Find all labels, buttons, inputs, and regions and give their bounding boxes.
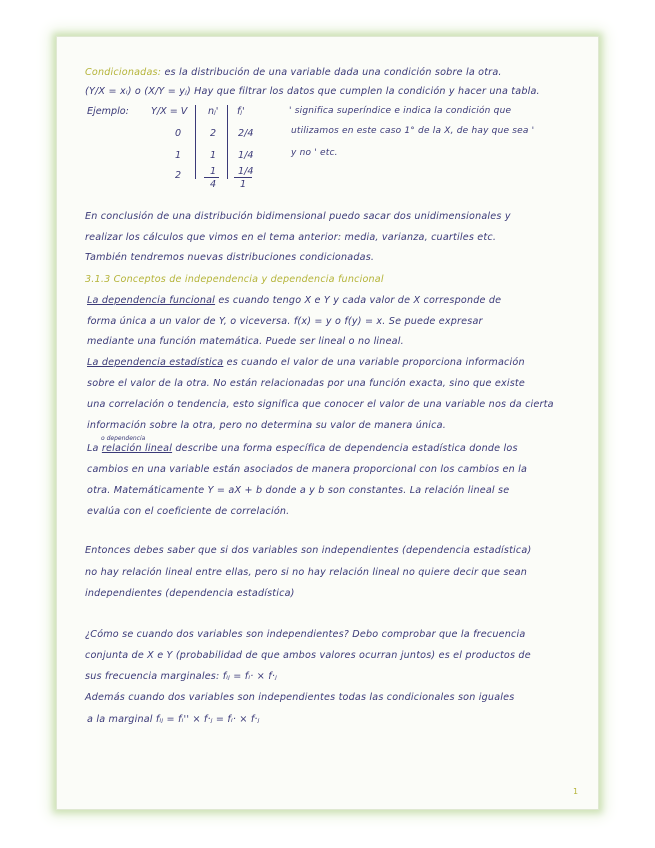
page-number: 1 [573, 787, 579, 796]
functional-line-3: mediante una función matemática. Puede ser lineal o no lineal. [87, 336, 404, 347]
question-line-5: a la marginal fᵢⱼ = fᵢ'' × f·ⱼ = fᵢ· × f·ⱼ [87, 714, 260, 725]
linear-line-1 [87, 443, 518, 454]
heading-condicionadas: Condicionadas: [85, 67, 162, 78]
table-divider-2 [227, 105, 228, 179]
table-total-f: 1 [240, 179, 247, 190]
statistical-line-2: sobre el valor de la otra. No están relacionadas por una función exacta, sino que existe [87, 378, 525, 389]
table-total-n: 4 [210, 179, 217, 190]
table-row-1-n: 1 [210, 150, 217, 161]
table-row-0-f: 2/4 [238, 128, 254, 139]
table-sum-line-f [234, 177, 252, 178]
table-row-1-f: 1/4 [238, 150, 254, 161]
note-line-3: y no ' etc. [291, 148, 338, 158]
table-divider-1 [195, 105, 196, 179]
linear-text-1: describe una forma específica de dependencia estadística donde los [175, 443, 518, 454]
table-row-2-y: 2 [175, 170, 182, 181]
functional-line-1 [87, 295, 501, 306]
table-row-0-y: 0 [175, 128, 182, 139]
intro-line-1 [85, 67, 502, 78]
notebook-page [56, 36, 599, 810]
note-line-2: utilizamos en este caso 1° de la X, de hay que sea ' [291, 126, 535, 136]
independence-line-1: Entonces debes saber que si dos variables son independientes (dependencia estadística) [85, 545, 532, 556]
linear-line-2: cambios en una variable están asociados de manera proporcional con los cambios en la [87, 464, 528, 475]
functional-line-2: forma única a un valor de Y, o viceversa. f(x) = y o f(y) = x. Se puede expresar [87, 316, 483, 327]
note-line-1: ' significa superíndice e indica la condición que [289, 106, 512, 116]
term-dependencia-estadistica: La dependencia estadística [87, 357, 224, 368]
table-header-f: fⱼ' [237, 106, 245, 117]
statistical-line-4: información sobre la otra, pero no determina su valor de manera única. [87, 420, 446, 431]
question-line-4: Además cuando dos variables son independientes todas las condicionales son iguales [85, 692, 515, 703]
conclusion-line-1: En conclusión de una distribución bidimensional puedo sacar dos unidimensionales y [85, 211, 511, 222]
statistical-text-1: es cuando el valor de una variable proporciona información [226, 357, 525, 368]
table-header-n: nⱼ' [208, 106, 219, 117]
table-row-2-f: 1/4 [238, 166, 254, 177]
intro-line-2: (Y/X = xᵢ) o (X/Y = yⱼ) Hay que filtrar los datos que cumplen la condición y hacer una tabla. [85, 86, 540, 97]
functional-text-1: es cuando tengo X e Y y cada valor de X corresponde de [218, 295, 502, 306]
conclusion-line-3: También tendremos nuevas distribuciones condicionadas. [85, 252, 375, 263]
question-line-1: ¿Cómo se cuando dos variables son independientes? Debo comprobar que la frecuencia [85, 629, 526, 640]
linear-annotation: o dependencia [101, 435, 146, 442]
table-sum-line-n [204, 177, 219, 178]
statistical-line-1 [87, 357, 525, 368]
question-line-2: conjunta de X e Y (probabilidad de que ambos valores ocurran juntos) es el productos de [85, 650, 531, 661]
term-relacion-lineal: relación lineal [101, 443, 173, 454]
statistical-line-3: una correlación o tendencia, esto significa que conocer el valor de una variable nos da cierta [87, 399, 554, 410]
linear-line-4: evalúa con el coeficiente de correlación. [87, 506, 290, 517]
linear-line-3: otra. Matemáticamente Y = aX + b donde a y b son constantes. La relación lineal se [87, 485, 510, 496]
table-row-2-n: 1 [210, 166, 217, 177]
conclusion-line-2: realizar los cálculos que vimos en el tema anterior: media, varianza, cuartiles etc. [85, 232, 497, 243]
linear-prefix: La [87, 443, 99, 454]
independence-line-2: no hay relación lineal entre ellas, pero si no hay relación lineal no quiere decir que sean [85, 567, 528, 578]
question-line-3: sus frecuencia marginales: fᵢⱼ = fᵢ· × f·ⱼ [85, 671, 277, 682]
table-row-0-n: 2 [210, 128, 217, 139]
table-header-condition: Y/X = V [151, 106, 188, 117]
table-row-1-y: 1 [175, 150, 182, 161]
term-dependencia-funcional: La dependencia funcional [87, 295, 216, 306]
example-label: Ejemplo: [87, 106, 129, 117]
section-title: 3.1.3 Conceptos de independencia y dependencia funcional [85, 274, 384, 285]
intro-text-1: es la distribución de una variable dada una condición sobre la otra. [164, 67, 502, 78]
independence-line-3: independientes (dependencia estadística) [85, 588, 295, 599]
